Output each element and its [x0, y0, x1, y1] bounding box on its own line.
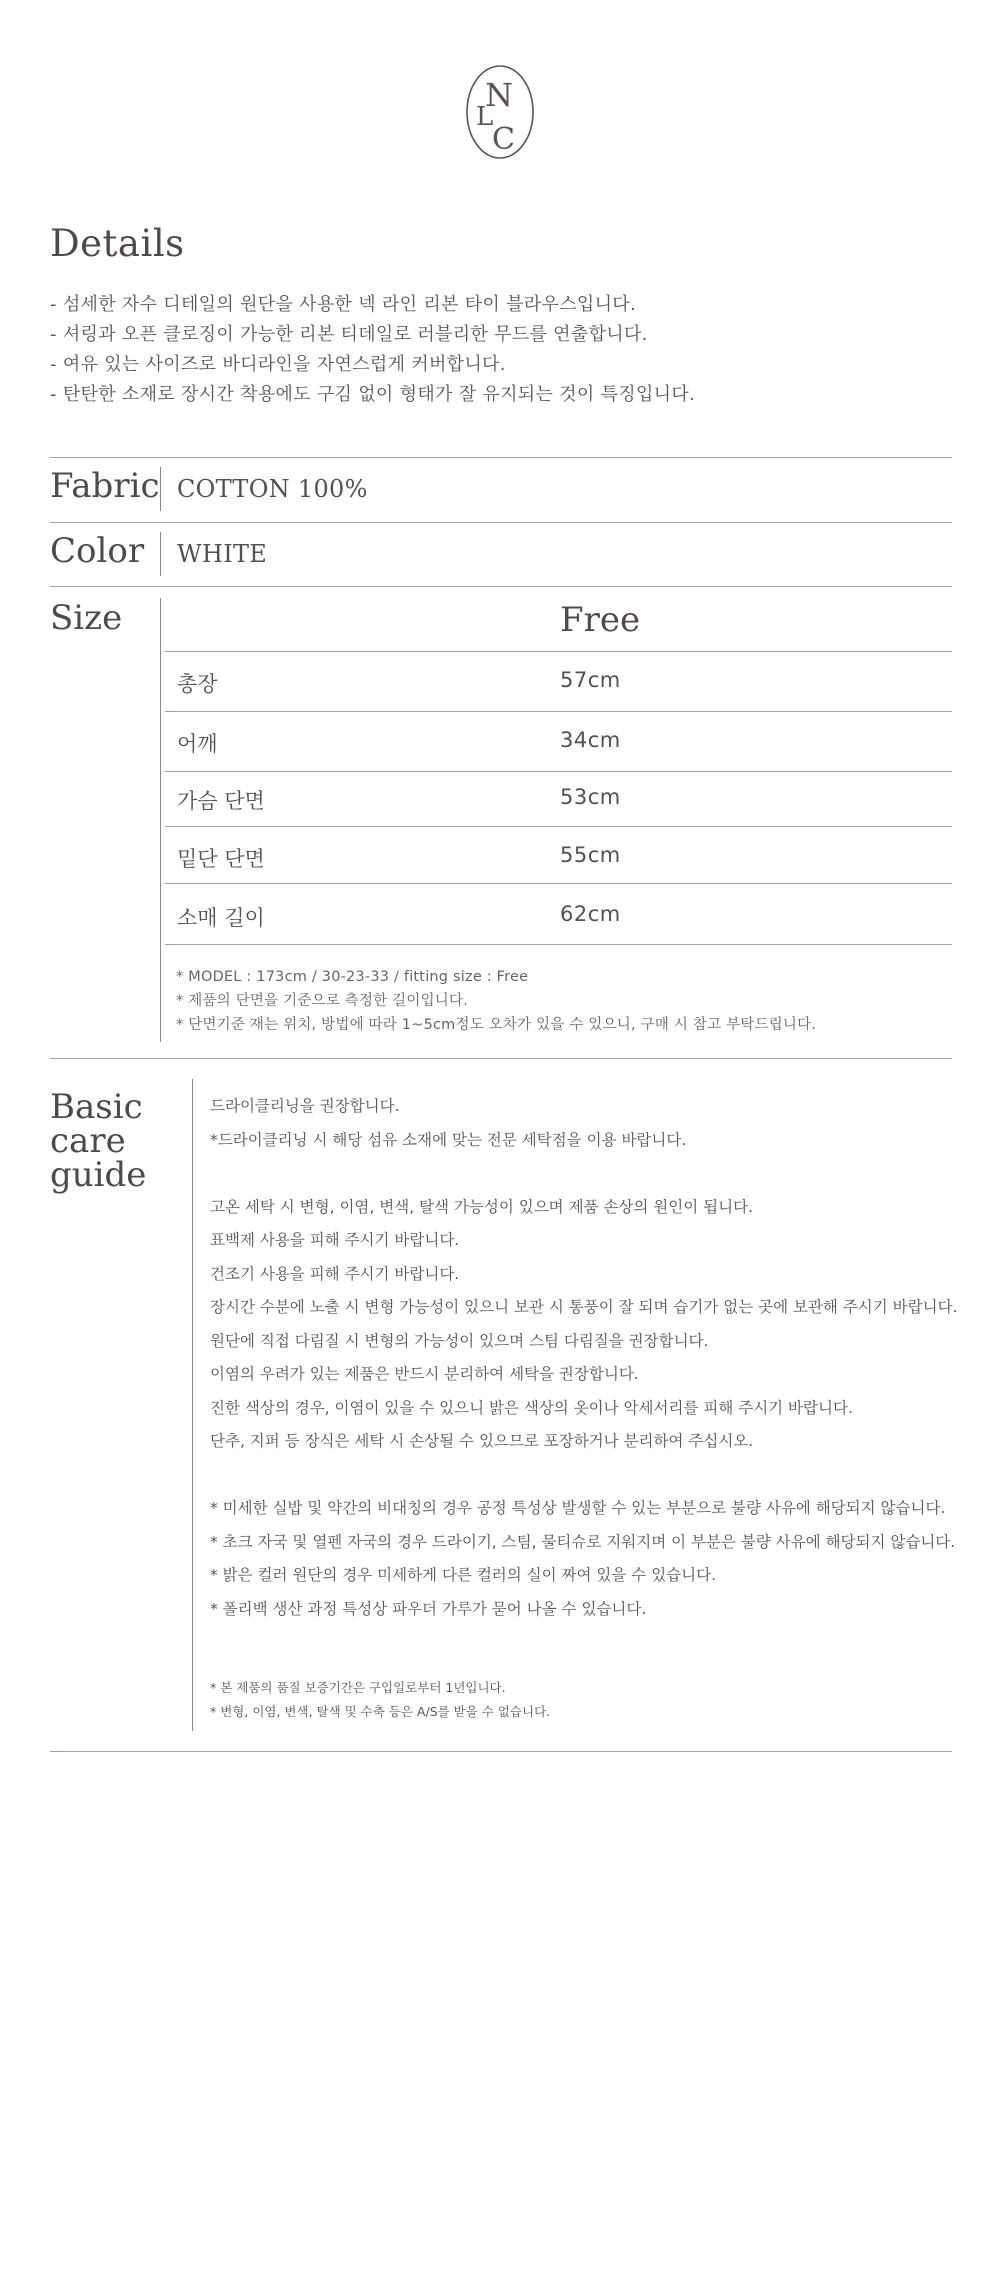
- divider: [192, 1079, 193, 1731]
- care-line: 진한 색상의 경우, 이염이 있을 수 있으니 밝은 색상의 옷이나 악세서리를 피해 주시기 바랍니다.: [210, 1398, 853, 1417]
- divider: [160, 467, 161, 511]
- size-row-label: 소매 길이: [177, 906, 265, 930]
- divider: [165, 711, 952, 712]
- care-line: 드라이클리닝을 권장합니다.: [210, 1097, 400, 1115]
- divider: [165, 944, 952, 945]
- details-line: - 섬세한 자수 디테일의 원단을 사용한 넥 라인 리본 타이 블라우스입니다.: [50, 294, 636, 315]
- size-note: * MODEL : 173cm / 30-23-33 / fitting size : Free: [176, 969, 529, 985]
- size-row-value: 55cm: [560, 843, 621, 867]
- warranty-note: * 본 제품의 품질 보증기간은 구입일로부터 1년입니다.: [210, 1680, 506, 1695]
- size-note: * 단면기준 재는 위치, 방법에 따라 1~5cm정도 오차가 있을 수 있으니, 구매 시 참고 부탁드립니다.: [176, 1017, 817, 1033]
- details-list: [50, 290, 695, 410]
- care-line: *드라이클리닝 시 해당 섬유 소재에 맞는 전문 세탁점을 이용 바랍니다.: [210, 1130, 687, 1149]
- brand-logo: [465, 63, 535, 161]
- size-row-value: 53cm: [560, 785, 621, 809]
- divider: [160, 532, 161, 576]
- size-label: Size: [50, 598, 123, 638]
- care-line: 이염의 우려가 있는 제품은 반드시 분리하여 세탁을 권장합니다.: [210, 1365, 639, 1383]
- size-row-label: 밑단 단면: [177, 847, 265, 871]
- care-note: * 미세한 실밥 및 약간의 비대칭의 경우 공정 특성상 발생할 수 있는 부분으로 불량 사유에 해당되지 않습니다.: [210, 1499, 946, 1517]
- details-line: - 탄탄한 소재로 장시간 착용에도 구김 없이 형태가 잘 유지되는 것이 특징입니다.: [50, 384, 696, 405]
- care-note: * 밝은 컬러 원단의 경우 미세하게 다른 컬러의 실이 짜여 있을 수 있습니다.: [210, 1566, 717, 1584]
- care-line: 건조기 사용을 피해 주시기 바랍니다.: [210, 1264, 460, 1283]
- divider: [50, 1058, 952, 1059]
- divider: [165, 651, 952, 652]
- logo-letter-c: C: [492, 122, 515, 157]
- logo-letter-n: N: [485, 76, 513, 114]
- care-note: * 폴리백 생산 과정 특성상 파우더 가루가 묻어 나올 수 있습니다.: [210, 1599, 647, 1618]
- size-notes: [176, 965, 816, 1037]
- care-guide-body: [210, 1090, 958, 1724]
- size-column-header: Free: [560, 600, 641, 640]
- fabric-label: Fabric: [50, 466, 160, 506]
- details-line: - 셔링과 오픈 클로징이 가능한 리본 티데일로 러블리한 무드를 연출합니다.: [50, 324, 648, 345]
- care-line: 장시간 수분에 노출 시 변형 가능성이 있으니 보관 시 통풍이 잘 되며 습기가 없는 곳에 보관해 주시기 바랍니다.: [210, 1298, 958, 1316]
- size-row-value: 57cm: [560, 668, 621, 692]
- details-title: Details: [50, 222, 185, 265]
- warranty-note: * 변형, 이염, 변색, 탈색 및 수축 등은 A/S를 받을 수 없습니다.: [210, 1704, 551, 1719]
- size-row-value: 62cm: [560, 902, 621, 926]
- divider: [165, 883, 952, 884]
- divider: [160, 598, 161, 1042]
- care-guide-title: Basic care guide: [50, 1087, 147, 1195]
- size-row-label: 어깨: [177, 732, 218, 756]
- divider: [50, 1751, 952, 1752]
- care-line: 원단에 직접 다림질 시 변형의 가능성이 있으며 스팀 다림질을 권장합니다.: [210, 1331, 709, 1350]
- size-row-label: 가슴 단면: [177, 789, 265, 813]
- size-row-label: 총장: [177, 672, 218, 696]
- divider: [165, 771, 952, 772]
- care-line: 표백제 사용을 피해 주시기 바랍니다.: [210, 1231, 460, 1249]
- color-label: Color: [50, 531, 145, 571]
- size-note: * 제품의 단면을 기준으로 측정한 길이입니다.: [176, 993, 469, 1009]
- divider: [50, 522, 952, 523]
- care-note: * 초크 자국 및 열펜 자국의 경우 드라이기, 스팀, 물티슈로 지워지며 이 부분은 불량 사유에 해당되지 않습니다.: [210, 1532, 956, 1551]
- details-line: - 여유 있는 사이즈로 바디라인을 자연스럽게 커버합니다.: [50, 354, 506, 375]
- logo-letter-l: L: [476, 102, 494, 132]
- care-line: 단추, 지퍼 등 장식은 세탁 시 손상될 수 있으므로 포장하거나 분리하여 주십시오.: [210, 1432, 754, 1450]
- divider: [50, 586, 952, 587]
- divider: [165, 826, 952, 827]
- divider: [50, 457, 952, 458]
- care-line: 고온 세탁 시 변형, 이염, 변색, 탈색 가능성이 있으며 제품 손상의 원인이 됩니다.: [210, 1197, 753, 1216]
- color-value: WHITE: [177, 540, 268, 568]
- size-row-value: 34cm: [560, 728, 621, 752]
- fabric-value: COTTON 100%: [177, 475, 368, 503]
